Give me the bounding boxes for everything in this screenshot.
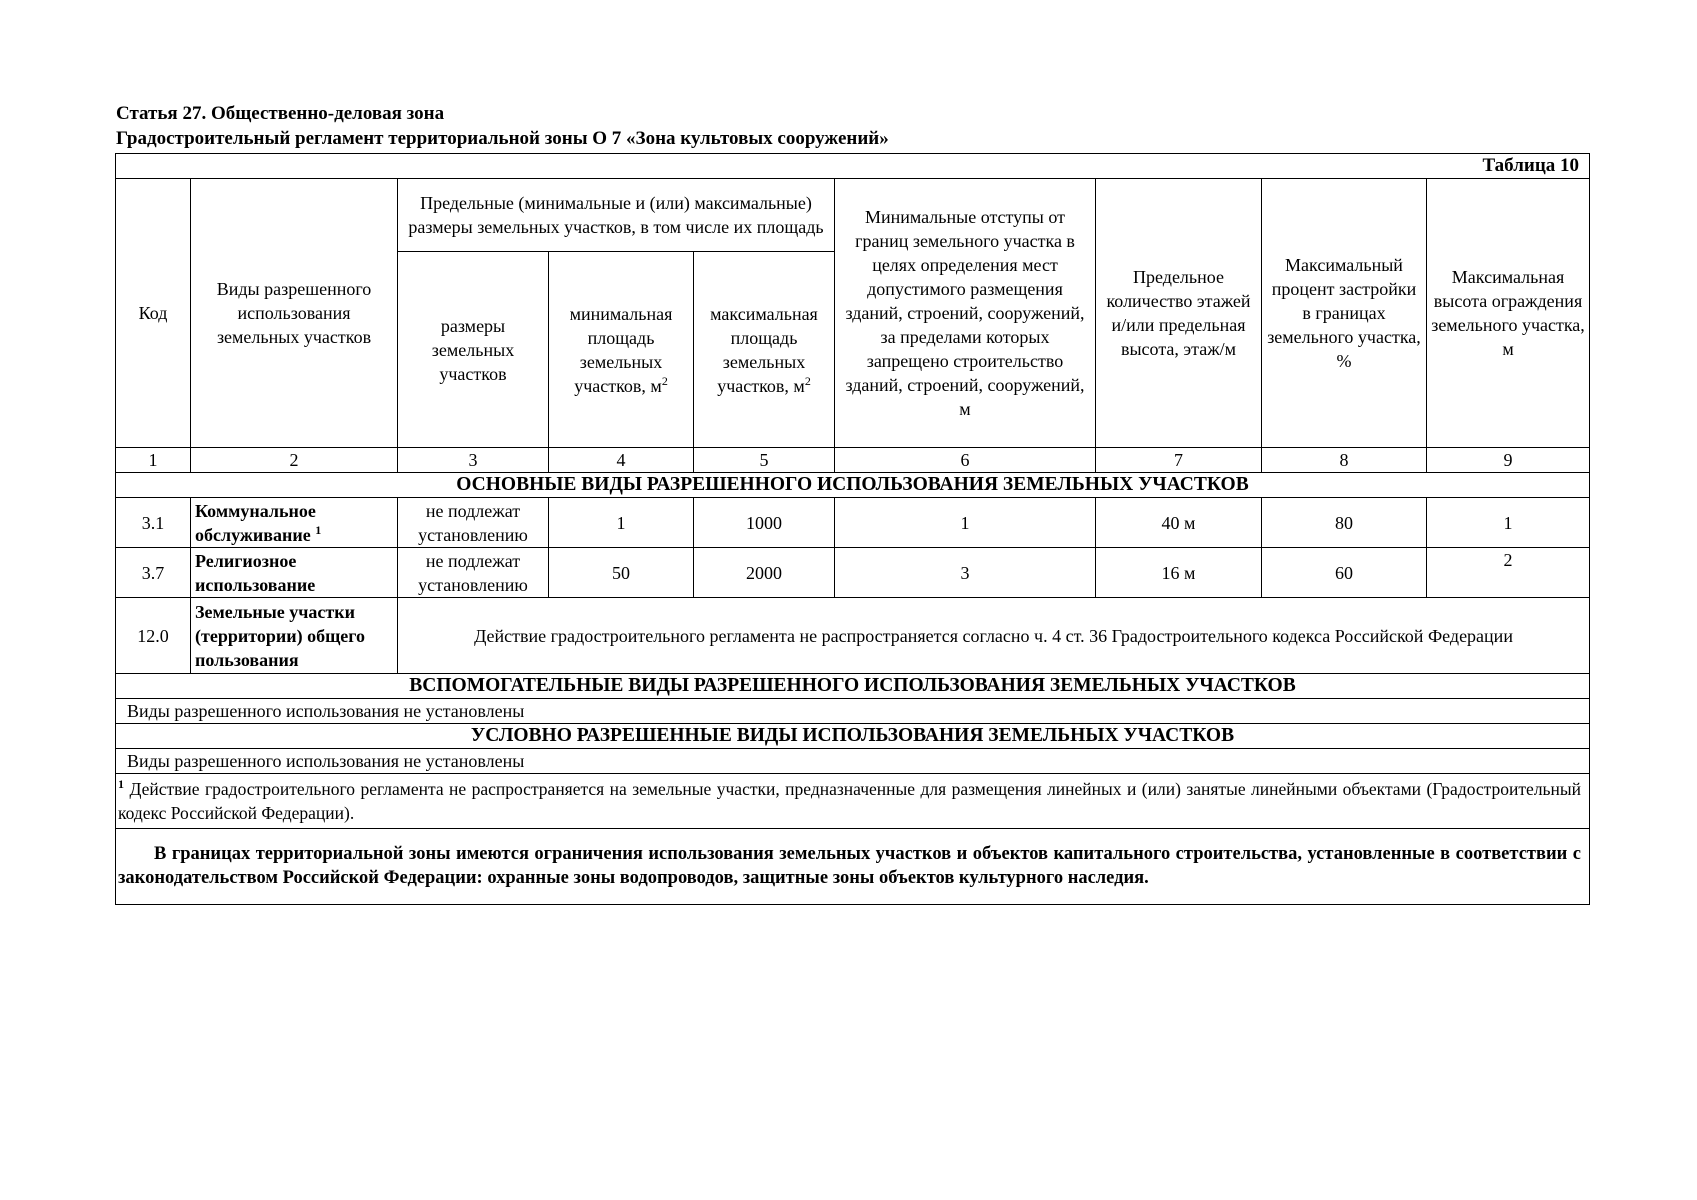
row-max-area: 1000 (694, 498, 835, 548)
row-floors: 40 м (1096, 498, 1262, 548)
row-code: 3.1 (116, 498, 191, 548)
header-use-types: Виды разрешенного использования земельных участков (191, 179, 398, 448)
footnote-mark: 1 (118, 776, 124, 791)
row-name: Религиозное использование (191, 548, 398, 598)
column-number: 4 (549, 448, 694, 473)
header-plot-sizes: размеры земельных участков (398, 252, 549, 448)
column-number: 3 (398, 448, 549, 473)
table-row (116, 598, 1590, 674)
header-min-area (549, 252, 694, 448)
row-code: 3.7 (116, 548, 191, 598)
area-unit-power: 2 (804, 373, 811, 388)
row-public-text: Действие градостроительного регламента не распространяется согласно ч. 4 ст. 36 Градостроительного кодекса Российской Федерации (398, 598, 1590, 674)
column-number: 2 (191, 448, 398, 473)
row-name (191, 498, 398, 548)
column-number: 8 (1262, 448, 1427, 473)
row-setback: 1 (835, 498, 1096, 548)
row-name-text: Коммунальное обслуживание (195, 500, 316, 545)
regulation-heading: Градостроительный регламент территориальной зоны О 7 «Зона культовых сооружений» (116, 128, 889, 149)
row-min-area: 50 (549, 548, 694, 598)
header-setbacks: Минимальные отступы от границ земельного участка в целях определения мест допустимого размещения зданий, строений, сооружений, за пределами которых запрещено строительство зданий, строений, сооружений, м (835, 179, 1096, 448)
row-max-area: 2000 (694, 548, 835, 598)
column-number: 1 (116, 448, 191, 473)
header-plot-sizes-group: Предельные (минимальные и (или) максимальные) размеры земельных участков, в том числе их площадь (398, 179, 835, 252)
header-coverage: Максимальный процент застройки в границах земельного участка, % (1262, 179, 1427, 448)
footnote (116, 774, 1590, 829)
footnote-mark: 1 (315, 522, 322, 537)
header-floors: Предельное количество этажей и/или предельная высота, этаж/м (1096, 179, 1262, 448)
header-min-area-text: минимальная площадь земельных участков, м (569, 303, 673, 396)
footnote-text: Действие градостроительного регламента не распространяется на земельные участки, предназначенные для размещения линейных и (или) занятые линейными объектами (Градостроительный кодекс Российской Федерации). (118, 778, 1582, 823)
column-number: 9 (1427, 448, 1590, 473)
table-row (116, 548, 1590, 598)
row-coverage: 60 (1262, 548, 1427, 598)
column-number: 5 (694, 448, 835, 473)
header-max-area-text: максимальная площадь земельных участков, м (710, 303, 818, 396)
row-name: Земельные участки (территории) общего пользования (191, 598, 398, 674)
table-caption: Таблица 10 (116, 154, 1590, 179)
header-max-area (694, 252, 835, 448)
row-coverage: 80 (1262, 498, 1427, 548)
row-code: 12.0 (116, 598, 191, 674)
row-sizes: не подлежат установлению (398, 498, 549, 548)
header-code: Код (116, 179, 191, 448)
row-floors: 16 м (1096, 548, 1262, 598)
section-main-heading: ОСНОВНЫЕ ВИДЫ РАЗРЕШЕННОГО ИСПОЛЬЗОВАНИЯ ЗЕМЕЛЬНЫХ УЧАСТКОВ (116, 473, 1590, 498)
article-heading: Статья 27. Общественно-деловая зона (116, 103, 445, 124)
section-auxiliary-heading: ВСПОМОГАТЕЛЬНЫЕ ВИДЫ РАЗРЕШЕННОГО ИСПОЛЬЗОВАНИЯ ЗЕМЕЛЬНЫХ УЧАСТКОВ (116, 674, 1590, 699)
column-number: 6 (835, 448, 1096, 473)
table-row (116, 498, 1590, 548)
header-fence: Максимальная высота ограждения земельного участка, м (1427, 179, 1590, 448)
row-setback: 3 (835, 548, 1096, 598)
row-sizes: не подлежат установлению (398, 548, 549, 598)
restrictions-note: В границах территориальной зоны имеются ограничения использования земельных участков и объектов капитального строительства, установленные в соответствии с законодательством Российской Федерации: охранные зоны водопроводов, защитные зоны объектов культурного наследия. (116, 829, 1590, 905)
column-number: 7 (1096, 448, 1262, 473)
auxiliary-text: Виды разрешенного использования не установлены (116, 699, 1590, 724)
regulation-table (115, 153, 1590, 905)
row-fence: 1 (1427, 498, 1590, 548)
conditional-text: Виды разрешенного использования не установлены (116, 749, 1590, 774)
row-min-area: 1 (549, 498, 694, 548)
section-conditional-heading: УСЛОВНО РАЗРЕШЕННЫЕ ВИДЫ ИСПОЛЬЗОВАНИЯ ЗЕМЕЛЬНЫХ УЧАСТКОВ (116, 724, 1590, 749)
area-unit-power: 2 (661, 373, 668, 388)
row-fence: 2 (1427, 548, 1590, 598)
